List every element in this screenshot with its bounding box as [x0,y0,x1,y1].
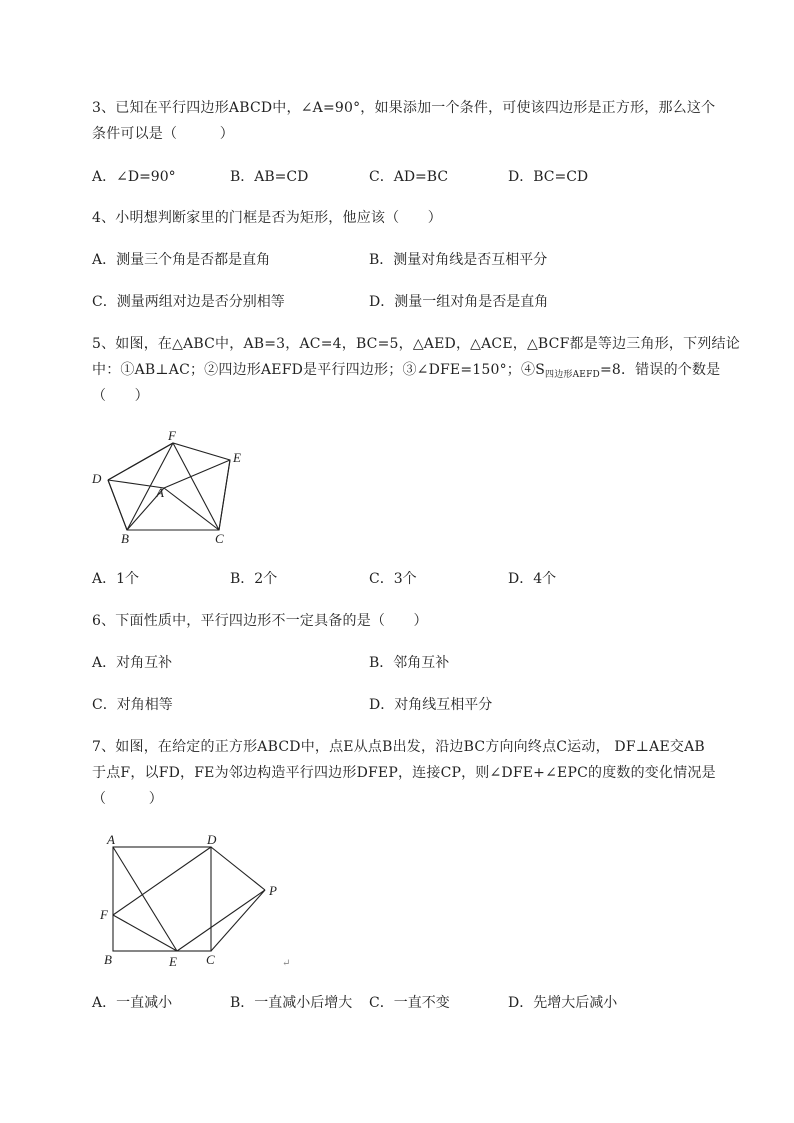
q3-option-a: A．∠D=90° [92,169,176,185]
q5-text-line1: 5、如图，在△ABC中，AB=3，AC=4，BC=5，△AED，△ACE，△BCF都是等边三角形，下列结论 [92,336,740,352]
q7-label-b: B [104,952,112,967]
q5-seg-ec [219,460,230,530]
q5-label-b: B [121,531,129,546]
q3-text-line1: 3、已知在平行四边形ABCD中，∠A=90°，如果添加一个条件，可使该四边形是正方形，那么这个 [92,100,716,116]
q4-text-line1: 4、小明想判断家里的门框是否为矩形，他应该（ ） [92,210,442,226]
return-mark-icon: ↵ [282,958,291,969]
q7-text-line2: 于点F，以FD，FE为邻边构造平行四边形DFEP，连接CP，则∠DFE+∠EPC的度数的变化情况是 [92,765,716,781]
q5-label-a: A [156,485,164,500]
q7-seg-fe [113,915,177,951]
q5-line2-post: =8．错误的个数是 [599,362,721,378]
q5-option-c: C．3个 [369,571,417,587]
q7-text-line3: （ ） [92,791,163,807]
q7-label-e: E [169,954,177,969]
q7-seg-cp [211,890,265,951]
q7-square [113,847,211,951]
q5-label-d: D [92,471,102,486]
q5-label-e: E [233,450,241,465]
q5-seg-fc [173,443,219,530]
q3-option-b: B．AB=CD [230,169,309,185]
q7-seg-dp [211,847,265,890]
q5-option-d: D．4个 [508,571,557,587]
q5-text-line3: （ ） [92,388,149,404]
q7-option-d: D．先增大后减小 [508,995,618,1011]
q7-option-c: C．一直不变 [369,995,450,1011]
q6-text-line1: 6、下面性质中，平行四边形不一定具备的是（ ） [92,613,428,629]
q6-option-a: A．对角互补 [92,655,173,671]
q4-option-a: A．测量三个角是否都是直角 [92,252,271,268]
q7-label-a: A [107,832,115,847]
q5-option-a: A．1个 [92,571,140,587]
q5-label-f: F [168,428,176,443]
q4-option-d: D．测量一组对角是否是直角 [369,294,549,310]
q7-option-b: B．一直减小后增大 [230,995,353,1011]
q5-option-b: B．2个 [230,571,278,587]
q7-seg-ep [177,890,265,951]
q6-option-c: C．对角相等 [92,697,173,713]
q6-option-b: B．邻角互补 [369,655,450,671]
q3-option-c: C．AD=BC [369,169,449,185]
q7-seg-fd [113,847,211,915]
q3-text-line2: 条件可以是（ ） [92,126,234,142]
q5-line2-subscript: 四边形AEFD [545,370,600,380]
q5-label-c: C [215,531,224,546]
q7-label-f: F [100,907,108,922]
q6-option-d: D．对角线互相平分 [369,697,493,713]
q5-line2-pre: 中：①AB⊥AC；②四边形AEFD是平行四边形；③∠DFE=150°；④S [92,362,545,378]
q7-option-a: A．一直减小 [92,995,173,1011]
q5-figure [80,425,280,555]
q7-label-d: D [207,832,217,847]
q7-text-line1: 7、如图，在给定的正方形ABCD中，点E从点B出发，沿边BC方向向终点C运动， DF⊥AE交AB [92,739,705,755]
q5-seg-ae [164,460,230,488]
q7-label-c: C [206,952,215,967]
q3-option-d: D．BC=CD [508,169,589,185]
q5-seg-db [108,480,127,530]
q4-option-c: C．测量两组对边是否分别相等 [92,294,285,310]
q5-text-line2 [92,360,752,385]
q7-label-p: P [269,883,277,898]
q7-seg-ae [113,847,177,951]
q7-figure [95,830,305,975]
q5-seg-ac [164,488,219,530]
q4-option-b: B．测量对角线是否互相平分 [369,252,548,268]
